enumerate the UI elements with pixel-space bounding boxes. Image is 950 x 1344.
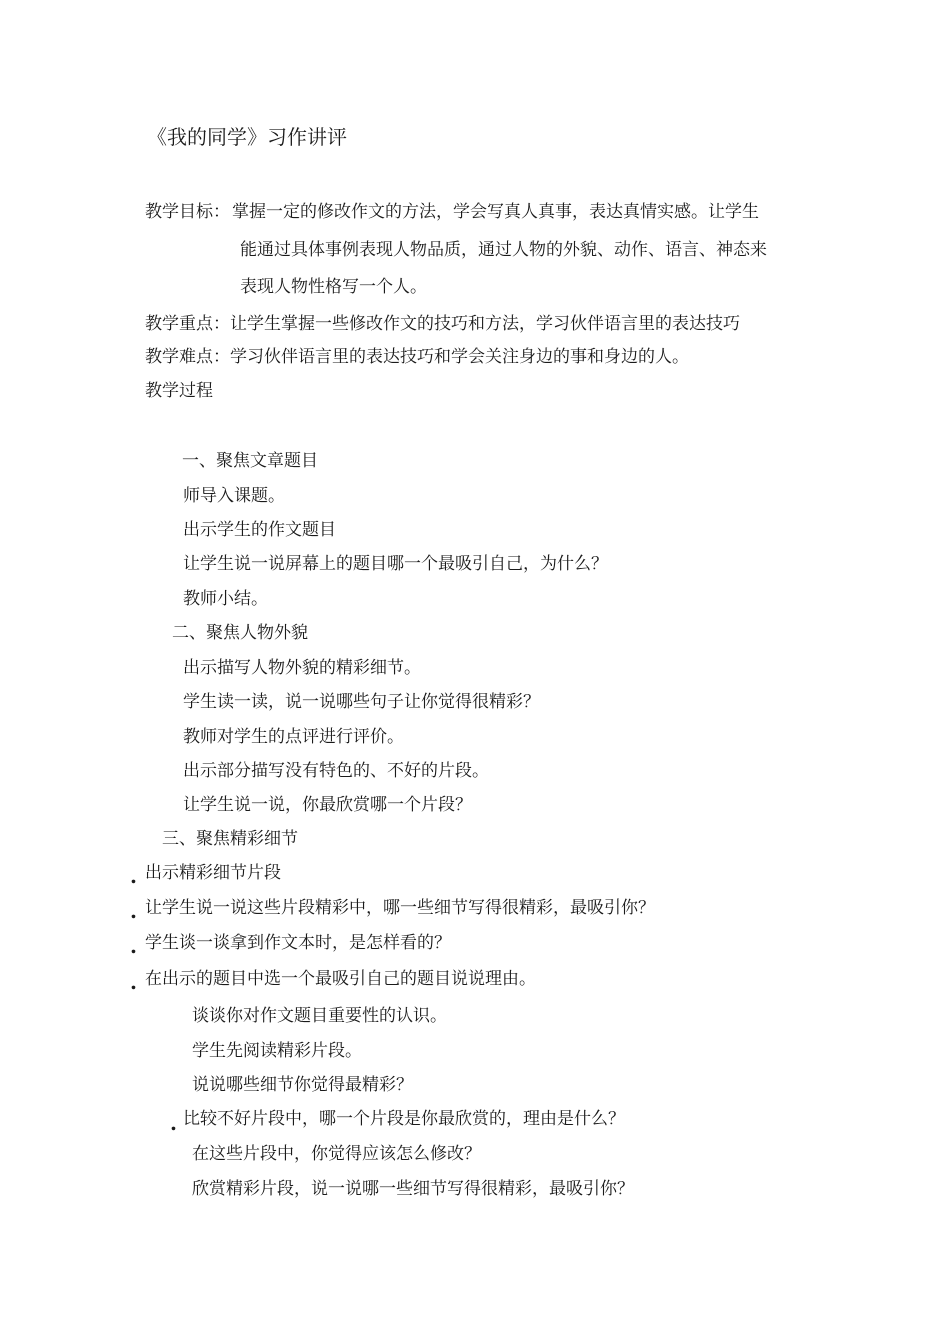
section-3-sub-item: 谈谈你对作文题目重要性的认识。 xyxy=(192,1006,447,1026)
objectives-label: 教学目标： xyxy=(145,202,230,222)
section-3-bullet-item: 出示精彩细节片段 xyxy=(145,863,281,883)
key-points: 教学重点：让学生掌握一些修改作文的技巧和方法，学习伙伴语言里的表达技巧 xyxy=(145,314,740,334)
section-3-heading: 三、聚焦精彩细节 xyxy=(162,829,298,849)
section-1-item: 出示学生的作文题目 xyxy=(183,520,336,540)
section-3-bullet-item: 学生谈一谈拿到作文本时，是怎样看的？ xyxy=(145,933,451,953)
bullet-marker: . xyxy=(130,899,137,923)
section-3-sub-item: 学生先阅读精彩片段。 xyxy=(192,1041,362,1061)
section-2-item: 教师对学生的点评进行评价。 xyxy=(183,727,404,747)
objectives-line-3: 表现人物性格写一个人。 xyxy=(240,277,427,297)
section-1-item: 教师小结。 xyxy=(183,589,268,609)
section-3-sub-item: 说说哪些细节你觉得最精彩？ xyxy=(192,1075,413,1095)
page-title: 《我的同学》习作讲评 xyxy=(147,125,347,149)
section-3-compare-item: 比较不好片段中，哪一个片段是你最欣赏的，理由是什么？ xyxy=(183,1109,625,1129)
section-2-item: 让学生说一说，你最欣赏哪一个片段？ xyxy=(183,795,472,815)
bullet-marker: . xyxy=(170,1111,177,1135)
bullet-marker: . xyxy=(130,864,137,888)
bullet-marker: . xyxy=(130,934,137,958)
section-2-item: 出示部分描写没有特色的、不好的片段。 xyxy=(183,761,489,781)
objectives-line-1: 掌握一定的修改作文的方法，学会写真人真事，表达真情实感。让学生 xyxy=(232,202,759,222)
section-2-heading: 二、聚焦人物外貌 xyxy=(172,623,308,643)
section-3-tail-item: 在这些片段中，你觉得应该怎么修改？ xyxy=(192,1144,481,1164)
bullet-marker: . xyxy=(130,970,137,994)
process-heading: 教学过程 xyxy=(145,381,213,401)
section-3-bullet-item: 让学生说一说这些片段精彩中，哪一些细节写得很精彩，最吸引你？ xyxy=(145,898,655,918)
objectives-line-2: 能通过具体事例表现人物品质，通过人物的外貌、动作、语言、神态来 xyxy=(240,240,767,260)
section-3-bullet-item: 在出示的题目中选一个最吸引自己的题目说说理由。 xyxy=(145,969,536,989)
section-3-tail-item: 欣赏精彩片段，说一说哪一些细节写得很精彩，最吸引你？ xyxy=(192,1179,634,1199)
section-1-item: 让学生说一说屏幕上的题目哪一个最吸引自己，为什么？ xyxy=(183,554,608,574)
section-2-item: 学生读一读，说一说哪些句子让你觉得很精彩？ xyxy=(183,692,540,712)
difficulties: 教学难点：学习伙伴语言里的表达技巧和学会关注身边的事和身边的人。 xyxy=(145,347,689,367)
section-1-item: 师导入课题。 xyxy=(183,486,285,506)
section-2-item: 出示描写人物外貌的精彩细节。 xyxy=(183,658,421,678)
section-1-heading: 一、聚焦文章题目 xyxy=(182,451,318,471)
